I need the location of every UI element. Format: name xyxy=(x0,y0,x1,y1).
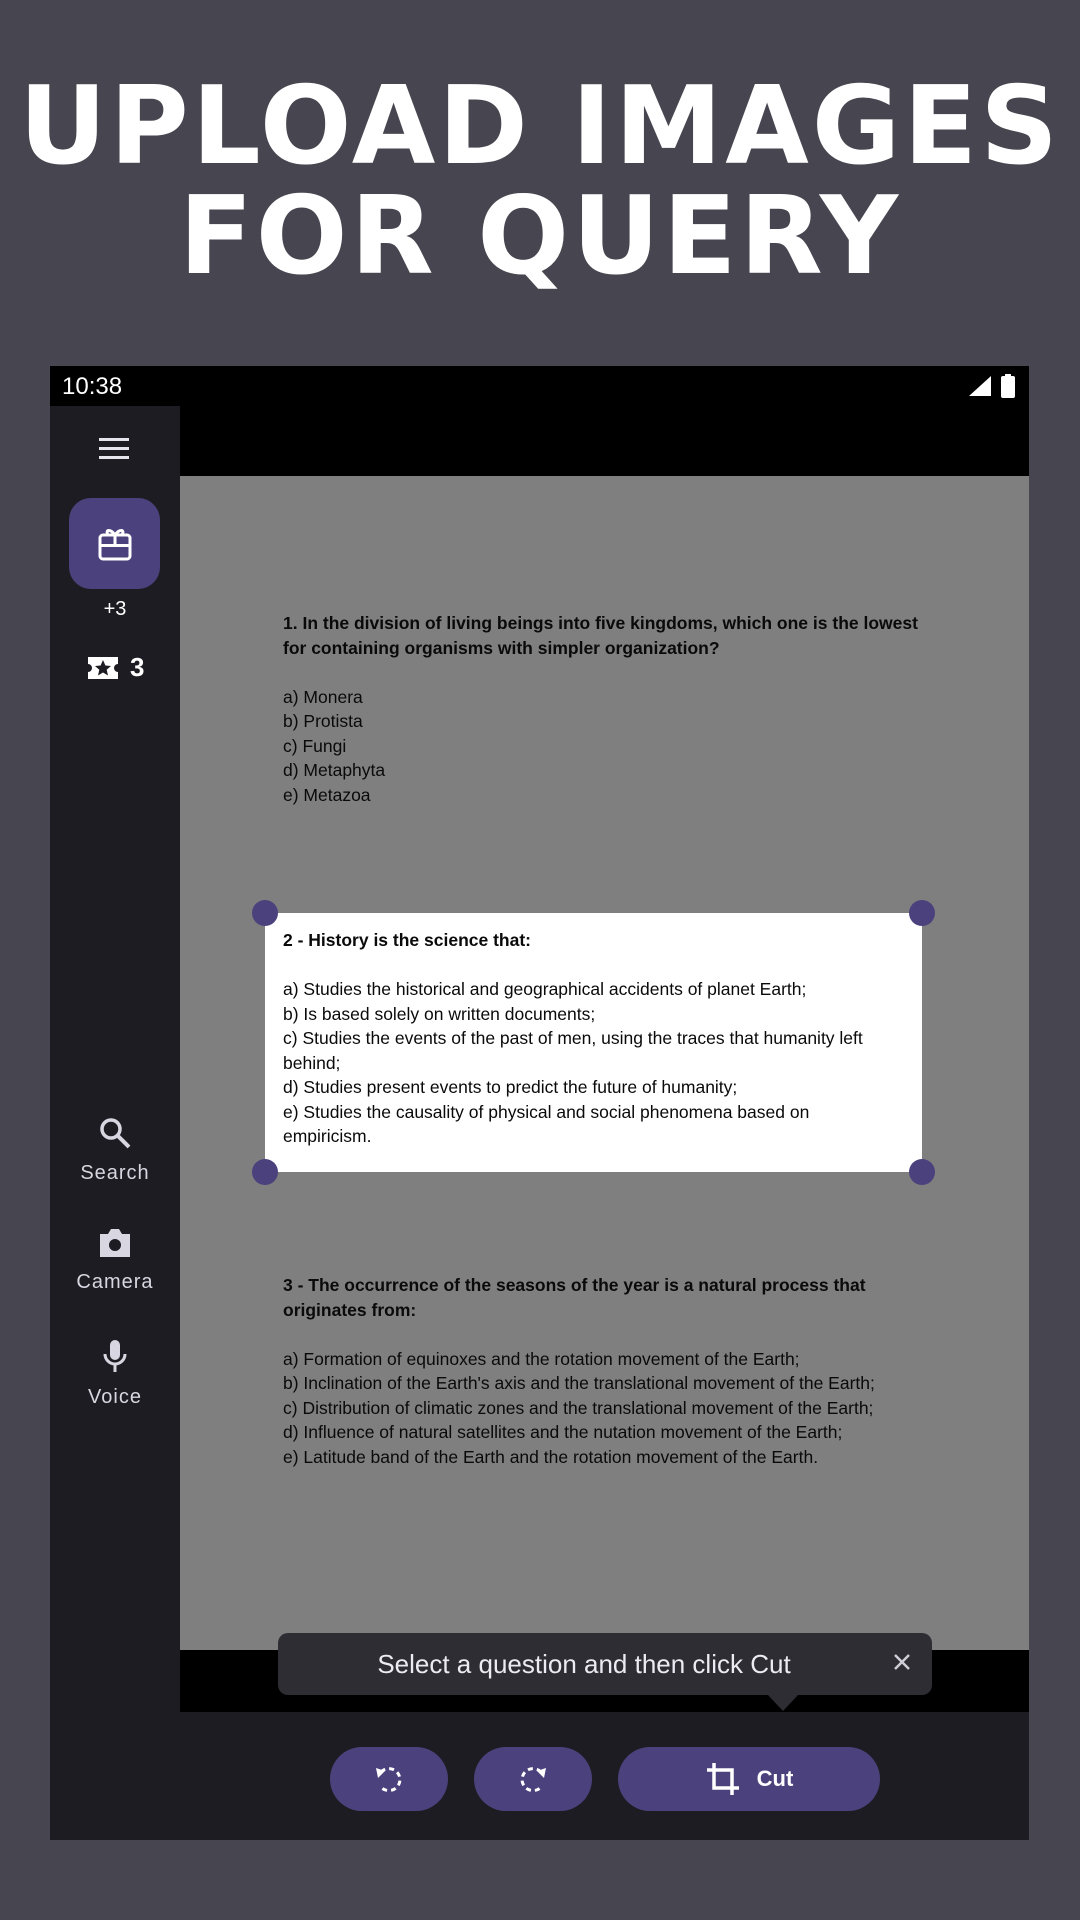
question-option: a) Studies the historical and geographical accidents of planet Earth; xyxy=(283,979,807,999)
question-option: c) Fungi xyxy=(283,735,347,756)
battery-icon xyxy=(1001,374,1015,398)
document-image[interactable] xyxy=(180,476,1029,1650)
hint-tooltip xyxy=(278,1633,932,1695)
question-option: d) Studies present events to predict the future of humanity; xyxy=(283,1077,738,1097)
camera-icon xyxy=(97,1227,133,1259)
cut-label: Cut xyxy=(756,1766,794,1791)
question-option: c) Studies the events of the past of men, using the traces that humanity left behind; xyxy=(283,1028,863,1073)
headline-line-1: UPLOAD IMAGES xyxy=(18,64,1061,189)
question-title: 3 - The occurrence of the seasons of the year is a natural process that originates from: xyxy=(283,1275,866,1320)
promo-headline xyxy=(0,64,1080,299)
question-title: 2 - History is the science that: xyxy=(283,930,531,950)
ticket-star-icon xyxy=(86,655,120,681)
rotate-left-button[interactable] xyxy=(330,1747,448,1811)
bonus-label: +3 xyxy=(103,598,127,620)
status-time: 10:38 xyxy=(62,373,123,400)
tooltip-text: Select a question and then click Cut xyxy=(377,1649,791,1679)
rotate-right-button[interactable] xyxy=(474,1747,592,1811)
question-option: e) Latitude band of the Earth and the rotation movement of the Earth. xyxy=(283,1446,819,1467)
nav-item-search[interactable] xyxy=(50,1116,180,1185)
tickets-count: 3 xyxy=(130,652,145,682)
crop-handle-top-left[interactable] xyxy=(252,900,278,926)
question-3[interactable] xyxy=(283,1273,923,1469)
question-option: b) Inclination of the Earth's axis and the translational movement of the Earth; xyxy=(283,1373,875,1393)
reward-button[interactable] xyxy=(69,498,160,589)
headline-line-2: FOR QUERY xyxy=(178,174,902,299)
rotate-left-icon xyxy=(372,1762,406,1796)
question-1[interactable] xyxy=(283,611,923,807)
question-option: d) Metaphyta xyxy=(283,760,386,780)
microphone-icon xyxy=(101,1338,129,1374)
top-bar xyxy=(180,406,1029,476)
question-option: b) Is based solely on written documents; xyxy=(283,1003,596,1024)
question-option: a) Formation of equinoxes and the rotation movement of the Earth; xyxy=(283,1348,800,1369)
cut-button[interactable] xyxy=(618,1747,880,1811)
tooltip-pointer xyxy=(768,1695,798,1711)
signal-icon xyxy=(969,376,991,396)
navigation-rail xyxy=(50,406,180,1840)
crop-handle-bottom-right[interactable] xyxy=(909,1159,935,1185)
search-icon xyxy=(98,1116,132,1150)
question-option: a) Monera xyxy=(283,686,363,707)
nav-item-label: Search xyxy=(80,1162,150,1184)
menu-icon[interactable] xyxy=(97,436,131,460)
crop-handle-bottom-left[interactable] xyxy=(252,1159,278,1185)
close-icon[interactable] xyxy=(888,1648,916,1676)
nav-item-camera[interactable] xyxy=(50,1227,180,1294)
action-bar xyxy=(180,1712,1029,1840)
nav-item-voice[interactable] xyxy=(50,1338,180,1409)
nav-item-label: Voice xyxy=(88,1386,142,1408)
crop-handle-top-right[interactable] xyxy=(909,900,935,926)
question-option: b) Protista xyxy=(283,711,363,731)
question-title: 1. In the division of living beings into five kingdoms, which one is the lowest for containing organisms with simpler organization? xyxy=(283,613,918,658)
question-option: c) Distribution of climatic zones and the translational movement of the Earth; xyxy=(283,1397,874,1418)
crop-icon xyxy=(705,1761,741,1797)
question-option: d) Influence of natural satellites and the nutation movement of the Earth; xyxy=(283,1422,843,1442)
nav-item-label: Camera xyxy=(76,1271,154,1293)
question-option: e) Metazoa xyxy=(283,784,371,805)
tickets-counter[interactable] xyxy=(86,652,144,683)
app-screen xyxy=(50,366,1029,1840)
gift-card-icon xyxy=(97,527,133,561)
status-bar xyxy=(50,366,1029,406)
rotate-right-icon xyxy=(516,1762,550,1796)
question-option: e) Studies the causality of physical and social phenomena based on empiricism. xyxy=(283,1101,810,1146)
question-2[interactable] xyxy=(283,928,911,1149)
